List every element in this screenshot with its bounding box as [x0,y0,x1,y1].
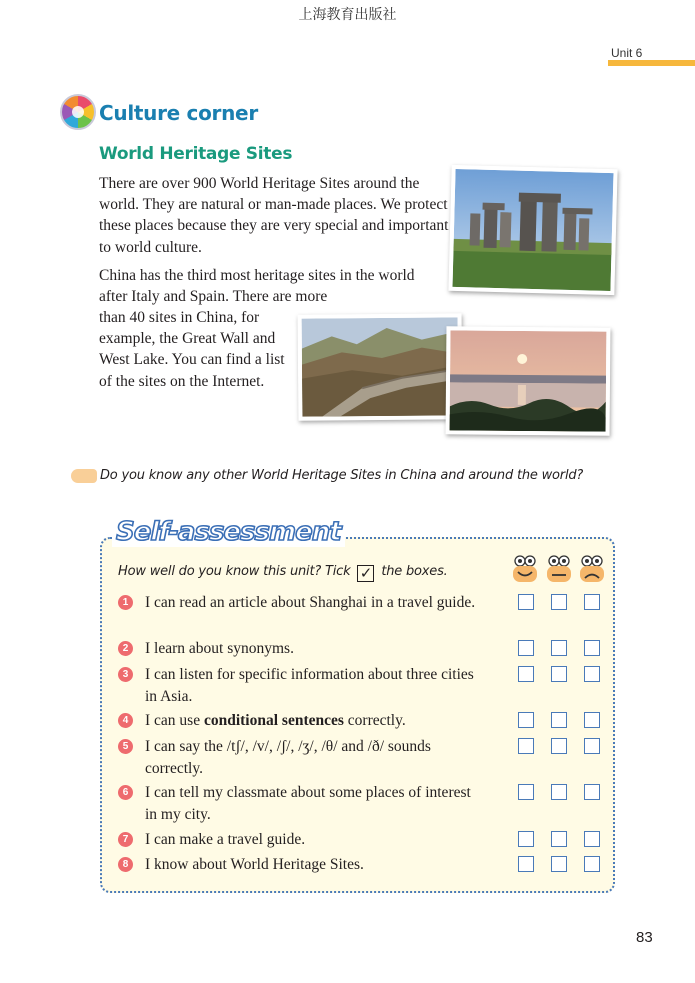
item-8-happy-checkbox[interactable] [518,856,534,872]
item-3-happy-checkbox[interactable] [518,666,534,682]
self-assessment-instruction [118,564,448,582]
item-3-neutral-checkbox[interactable] [551,666,567,682]
item-6-happy-checkbox[interactable] [518,784,534,800]
item-text: I can tell my classmate about some places of interest in my city. [145,784,471,823]
item-text: I know about World Heritage Sites. [145,856,364,873]
item-text: I can listen for specific information about three cities in Asia. [145,666,474,705]
item-1-happy-checkbox[interactable] [518,594,534,610]
section-title: World Heritage Sites [99,144,293,164]
item-text-after: correctly. [343,712,406,729]
self-assessment-title: Self-assessment [112,517,345,547]
item-5-neutral-checkbox[interactable] [551,738,567,754]
culture-corner-logo-icon [60,94,96,130]
item-number-badge: 5 [118,739,133,754]
great-wall-photo [298,313,463,420]
item-7-sad-checkbox[interactable] [584,831,600,847]
item-3-sad-checkbox[interactable] [584,666,600,682]
item-5-sad-checkbox[interactable] [584,738,600,754]
page-number: 83 [636,929,653,946]
item-7-neutral-checkbox[interactable] [551,831,567,847]
item-4-sad-checkbox[interactable] [584,712,600,728]
paragraph-intro: There are over 900 World Heritage Sites around the world. They are natural or man-made places. We protect these places because they are very special and important to world culture. [99,175,449,256]
item-number-badge: 3 [118,667,133,682]
item-text-bold: conditional sentences [203,712,344,729]
instruction-text-after: the boxes. [381,564,448,579]
paragraph-china-part1: China has the third most heritage sites in the world after Italy and Spain. There are more [99,267,415,306]
item-text [145,710,485,732]
west-lake-photo [446,326,611,435]
item-1-neutral-checkbox[interactable] [551,594,567,610]
unit-bar [608,60,695,66]
sad-face-icon [579,555,605,583]
paragraph-china-part2: than 40 sites in China, for example, the Great Wall and West Lake. You can find a list of the sites on the Internet. [99,309,285,390]
tick-icon: ✓ [357,565,374,582]
culture-corner-title: Culture corner [99,101,258,125]
item-4-neutral-checkbox[interactable] [551,712,567,728]
item-1-sad-checkbox[interactable] [584,594,600,610]
happy-face-icon [512,555,538,583]
item-7-happy-checkbox[interactable] [518,831,534,847]
item-text: I can make a travel guide. [145,831,306,848]
stonehenge-photo [448,165,617,295]
unit-label: Unit 6 [611,46,643,60]
item-text: I can read an article about Shanghai in a travel guide. [145,594,476,611]
instruction-text-before: How well do you know this unit? Tick [118,564,351,579]
item-4-happy-checkbox[interactable] [518,712,534,728]
item-8-sad-checkbox[interactable] [584,856,600,872]
item-6-neutral-checkbox[interactable] [551,784,567,800]
item-8-neutral-checkbox[interactable] [551,856,567,872]
item-number-badge: 2 [118,641,133,656]
item-text-before: I can use [145,712,204,729]
item-number-badge: 4 [118,713,133,728]
item-6-sad-checkbox[interactable] [584,784,600,800]
item-2-sad-checkbox[interactable] [584,640,600,656]
item-text: I can say the /tʃ/, /v/, /ʃ/, /ʒ/, /θ/ and /ð/ sounds correctly. [145,738,431,777]
item-number-badge: 8 [118,857,133,872]
item-number-badge: 6 [118,785,133,800]
item-number-badge: 1 [118,595,133,610]
item-2-happy-checkbox[interactable] [518,640,534,656]
discussion-question: Do you know any other World Heritage Sites in China and around the world? [100,468,584,483]
item-text: I learn about synonyms. [145,640,294,657]
question-tag [71,469,97,483]
neutral-face-icon [546,555,572,583]
item-2-neutral-checkbox[interactable] [551,640,567,656]
item-5-happy-checkbox[interactable] [518,738,534,754]
item-number-badge: 7 [118,832,133,847]
publisher-name: 上海教育出版社 [298,7,397,23]
